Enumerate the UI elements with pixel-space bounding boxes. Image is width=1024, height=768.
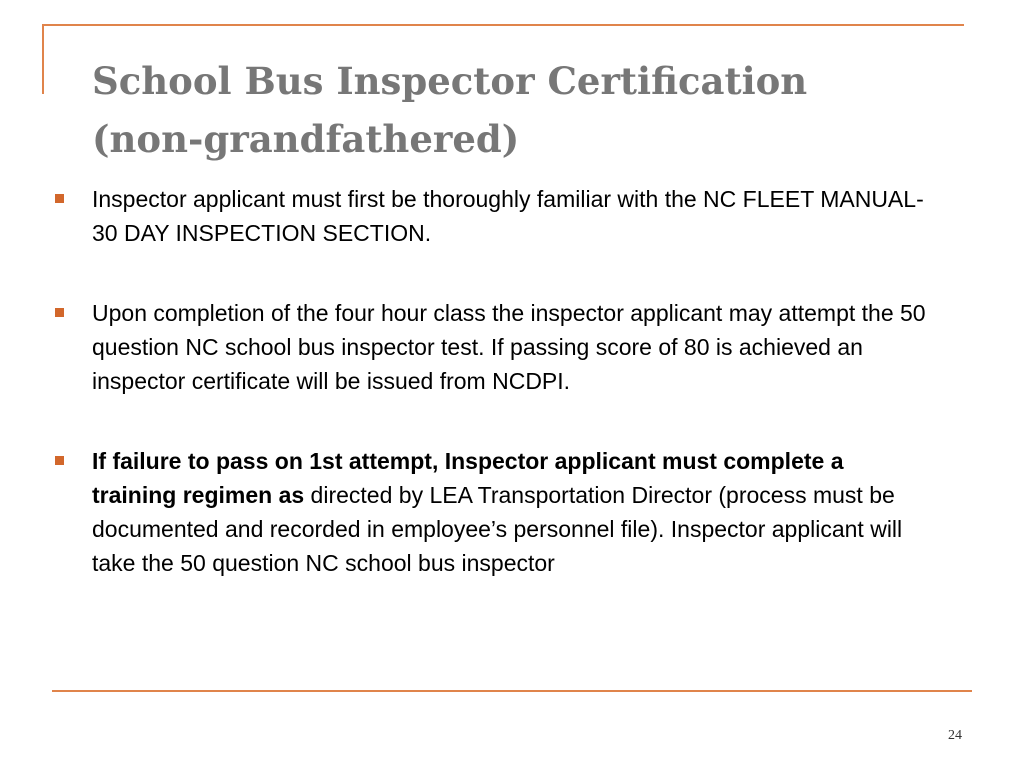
bullet-list: [52, 182, 932, 580]
bullet-item: [52, 444, 932, 580]
top-rule: [42, 24, 964, 26]
slide-title-line-1: School Bus Inspector Certification: [92, 59, 808, 103]
bullet-text: Upon completion of the four hour class the inspector applicant may attempt the 50 question NC school bus inspector test. If passing score of 80 is achieved an inspector certificate will be issued from NCDPI.: [92, 300, 926, 394]
square-bullet-icon: [55, 194, 64, 203]
page-number: 24: [948, 728, 962, 743]
bullet-bold-text: If failure to pass on 1st attempt, Inspector applicant must complete a training regimen as: [92, 448, 844, 508]
bullet-item: [52, 296, 932, 398]
slide-title: [92, 52, 952, 168]
square-bullet-icon: [55, 456, 64, 465]
left-rule: [42, 24, 44, 94]
bullet-text: directed by LEA Transportation Director (process must be documented and recorded in employee’s personnel file). Inspector applicant will take the 50 question NC school bus inspector: [92, 482, 903, 576]
bullet-item: [52, 182, 932, 250]
bullet-text: Inspector applicant must first be thoroughly familiar with the NC FLEET MANUAL- 30 DAY INSPECTION SECTION.: [92, 186, 924, 246]
square-bullet-icon: [55, 308, 64, 317]
bottom-rule: [52, 690, 972, 692]
slide-title-line-2: (non-grandfathered): [92, 117, 520, 161]
